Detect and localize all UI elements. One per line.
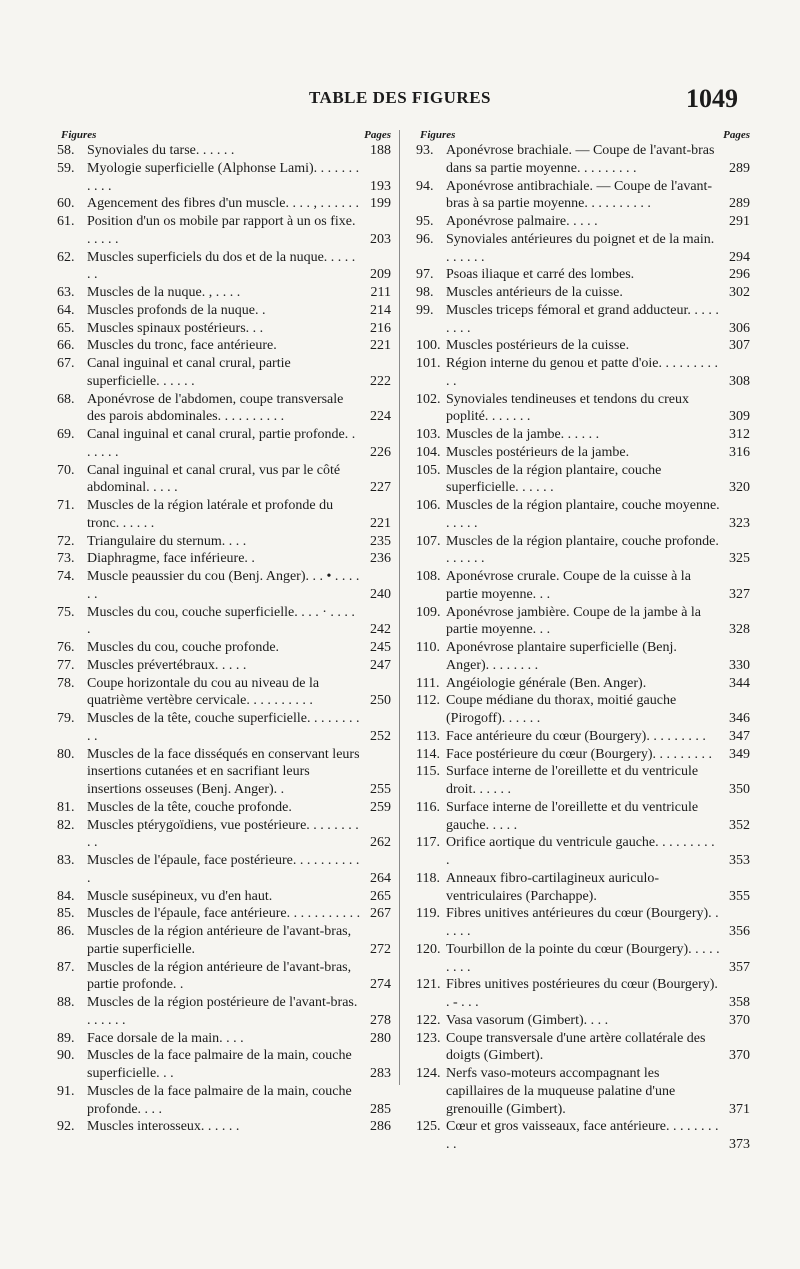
figure-number: 65.	[57, 320, 75, 336]
figure-page: 221	[370, 515, 391, 531]
figure-caption: Muscles de la face palmaire de la main, couche superficielle. . .	[87, 1048, 352, 1081]
figure-caption: Muscles spinaux postérieurs. . .	[87, 320, 264, 336]
figure-page: 356	[729, 924, 750, 939]
figure-page: 193	[370, 178, 391, 194]
figure-caption: Aponévrose plantaire superficielle (Benj. Anger). . . . . . . .	[446, 640, 677, 673]
figure-caption: Muscle susépineux, vu d'en haut.	[87, 888, 273, 904]
figure-entry	[416, 1012, 750, 1030]
figure-page: 214	[370, 302, 391, 318]
figure-page: 308	[729, 373, 750, 389]
figure-entry	[57, 710, 391, 746]
figure-caption: Agencement des fibres d'un muscle. . . . , . . . . . .	[87, 196, 359, 212]
figure-page: 278	[370, 1012, 391, 1028]
figure-number: 91.	[57, 1083, 75, 1099]
figure-caption: Orifice aortique du ventricule gauche. . . . . . . . . .	[446, 835, 715, 868]
figure-number: 121.	[416, 977, 441, 993]
figure-entry	[57, 888, 391, 906]
figure-number: 99.	[416, 302, 434, 318]
figure-page: 330	[729, 657, 750, 673]
figure-entry	[57, 426, 391, 462]
figure-number: 62.	[57, 249, 75, 265]
figure-entry	[57, 817, 391, 853]
figures-heading: Figures	[61, 129, 97, 141]
figure-caption: Face postérieure du cœur (Bourgery). . . . . . . . .	[446, 746, 713, 762]
figure-number: 95.	[416, 214, 434, 229]
figure-caption: Aponévrose de l'abdomen, coupe transversale des parois abdominales. . . . . . . . . .	[87, 391, 344, 425]
figure-page: 227	[370, 480, 391, 496]
figure-entry	[416, 746, 750, 764]
figure-caption: Muscles profonds de la nuque. .	[87, 302, 266, 318]
figure-entry	[57, 657, 391, 675]
figure-number: 122.	[416, 1012, 441, 1028]
figure-entry	[416, 266, 750, 284]
figure-number: 108.	[416, 569, 441, 584]
figure-entry	[57, 249, 391, 285]
figure-page: 353	[729, 853, 750, 868]
figure-caption: Coupe transversale d'une artère collatérale des doigts (Gimbert).	[446, 1030, 706, 1064]
figure-caption: Muscles de l'épaule, face postérieure. . . . . . . . . . .	[87, 853, 360, 886]
column-right	[416, 128, 750, 1154]
figure-page: 245	[370, 640, 391, 655]
figure-entry	[57, 852, 391, 888]
figure-page: 265	[370, 888, 391, 904]
figure-caption: Aponévrose jambière. Coupe de la jambe à la partie moyenne. . .	[446, 604, 702, 638]
figure-page: 199	[370, 196, 391, 212]
figure-number: 81.	[57, 799, 75, 815]
figure-caption: Muscle peaussier du cou (Benj. Anger). . . • . . . . . .	[87, 569, 360, 602]
figure-entry	[416, 568, 750, 604]
figure-page: 291	[729, 214, 750, 229]
figure-page: 346	[729, 711, 750, 726]
figure-entry	[416, 834, 750, 870]
figure-caption: Muscles de la région plantaire, couche superficielle. . . . . .	[446, 462, 662, 496]
figure-number: 68.	[57, 391, 75, 407]
figure-entry	[57, 320, 391, 338]
figure-page: 327	[729, 586, 750, 602]
figure-number: 92.	[57, 1119, 75, 1135]
figure-caption: Muscles de la région postérieure de l'avant-bras. . . . . . .	[87, 995, 358, 1028]
figure-entry	[416, 1030, 750, 1066]
figure-entry	[57, 284, 391, 302]
figure-page: 309	[729, 409, 750, 425]
figure-page: 262	[370, 835, 391, 851]
figure-list	[57, 142, 391, 1136]
figure-entry	[416, 426, 750, 444]
figure-caption: Surface interne de l'oreillette et du ventricule droit. . . . . .	[446, 764, 699, 797]
figure-caption: Canal inguinal et canal crural, vus par le côté abdominal. . . . .	[87, 462, 341, 496]
figure-number: 98.	[416, 285, 434, 300]
figure-number: 75.	[57, 604, 75, 620]
figure-entry	[416, 728, 750, 746]
figure-entry	[57, 302, 391, 320]
figure-caption: Psoas iliaque et carré des lombes.	[446, 267, 635, 283]
figure-entry	[416, 976, 750, 1012]
figure-caption: Myologie superficielle (Alphonse Lami). . . . . . . . . . .	[87, 160, 360, 194]
figure-entry	[416, 391, 750, 427]
figure-entry	[416, 675, 750, 693]
figure-entry	[57, 391, 391, 427]
figure-number: 76.	[57, 640, 75, 655]
figure-entry	[57, 905, 391, 923]
figure-number: 123.	[416, 1030, 441, 1046]
figure-number: 102.	[416, 391, 441, 407]
figure-entry	[416, 639, 750, 675]
figures-heading: Figures	[420, 129, 456, 141]
figure-caption: Muscles antérieurs de la cuisse.	[446, 285, 623, 300]
figure-entry	[416, 213, 750, 231]
figure-entry	[416, 905, 750, 941]
figure-entry	[57, 462, 391, 498]
figure-page: 280	[370, 1030, 391, 1046]
figure-number: 110.	[416, 640, 440, 655]
figure-entry	[57, 213, 391, 249]
figure-entry	[57, 959, 391, 995]
figure-caption: Muscles de l'épaule, face antérieure. . . . . . . . . . .	[87, 906, 361, 922]
figure-caption: Muscles de la région plantaire, couche profonde. . . . . . .	[446, 533, 719, 567]
figure-number: 105.	[416, 462, 441, 478]
figure-page: 272	[370, 941, 391, 957]
figure-caption: Muscles de la face palmaire de la main, couche profonde. . . .	[87, 1083, 352, 1117]
figure-caption: Triangulaire du sternum. . . .	[87, 533, 247, 549]
figure-page: 188	[370, 143, 391, 158]
figure-number: 79.	[57, 711, 75, 726]
figure-caption: Aponévrose brachiale. — Coupe de l'avant-bras dans sa partie moyenne. . . . . . . . .	[446, 143, 715, 176]
figure-caption: Diaphragme, face inférieure. .	[87, 551, 255, 567]
figure-entry	[57, 568, 391, 604]
figure-page: 203	[370, 231, 391, 247]
figure-page: 267	[370, 906, 391, 922]
figure-caption: Position d'un os mobile par rapport à un os fixe. . . . . .	[87, 214, 356, 247]
figure-page: 294	[729, 249, 750, 265]
figure-page: 221	[370, 338, 391, 354]
pages-heading: Pages	[364, 129, 391, 141]
figure-entry	[57, 355, 391, 391]
figure-page: 286	[370, 1119, 391, 1135]
figure-page: 226	[370, 444, 391, 460]
figure-page: 355	[729, 888, 750, 904]
figure-number: 124.	[416, 1066, 441, 1081]
figure-number: 106.	[416, 498, 441, 513]
figure-caption: Angéiologie générale (Ben. Anger).	[446, 675, 647, 691]
figure-page: 373	[729, 1137, 750, 1152]
figure-page: 264	[370, 870, 391, 886]
figure-number: 113.	[416, 728, 440, 744]
figure-number: 69.	[57, 427, 75, 442]
figure-caption: Surface interne de l'oreillette et du ventricule gauche. . . . .	[446, 799, 699, 833]
figure-page: 371	[729, 1101, 750, 1117]
figure-caption: Synoviales du tarse. . . . . .	[87, 143, 235, 158]
figure-page: 323	[729, 515, 750, 531]
figure-entry	[57, 142, 391, 160]
figure-page: 312	[729, 427, 750, 442]
figure-number: 125.	[416, 1119, 441, 1135]
figure-number: 86.	[57, 924, 75, 939]
figure-entry	[416, 941, 750, 977]
figure-page: 349	[729, 746, 750, 762]
figure-entry	[416, 533, 750, 569]
figure-page: 274	[370, 977, 391, 993]
figure-entry	[57, 497, 391, 533]
figure-page: 247	[370, 657, 391, 673]
figure-number: 119.	[416, 906, 440, 922]
figure-caption: Cœur et gros vaisseaux, face antérieure. . . . . . . . . .	[446, 1119, 719, 1152]
figure-page: 222	[370, 373, 391, 389]
figure-page: 320	[729, 480, 750, 496]
figure-entry	[57, 1047, 391, 1083]
figure-caption: Muscles superficiels du dos et de la nuque. . . . . . .	[87, 249, 356, 283]
figure-caption: Muscles triceps fémoral et grand adducteur. . . . . . . . .	[446, 302, 719, 336]
figure-entry	[416, 799, 750, 835]
figure-number: 97.	[416, 267, 434, 283]
page-number: 1049	[686, 84, 738, 113]
figure-page: 347	[729, 728, 750, 744]
figure-entry	[416, 337, 750, 355]
figure-entry	[57, 994, 391, 1030]
figure-caption: Muscles du cou, couche profonde.	[87, 640, 280, 655]
figure-number: 117.	[416, 835, 440, 851]
figure-number: 61.	[57, 214, 75, 229]
figure-page: 240	[370, 586, 391, 602]
figure-caption: Muscles de la tête, couche profonde.	[87, 799, 292, 815]
figure-page: 252	[370, 728, 391, 744]
figure-entry	[416, 604, 750, 640]
figure-caption: Muscles prévertébraux. . . . .	[87, 657, 247, 673]
figure-number: 103.	[416, 427, 441, 442]
figure-entry	[57, 746, 391, 799]
figure-caption: Muscles du cou, couche superficielle. . . . · . . . . .	[87, 604, 355, 638]
figure-page: 250	[370, 693, 391, 709]
figure-number: 118.	[416, 870, 440, 886]
figure-page: 259	[370, 799, 391, 815]
figure-number: 78.	[57, 675, 75, 691]
figure-caption: Synoviales tendineuses et tendons du creux poplité. . . . . . .	[446, 391, 690, 425]
figure-entry	[57, 195, 391, 213]
figure-number: 82.	[57, 817, 75, 833]
figure-entry	[416, 284, 750, 302]
figure-page: 325	[729, 551, 750, 567]
figure-number: 77.	[57, 657, 75, 673]
pages-heading: Pages	[723, 129, 750, 141]
figure-number: 111.	[416, 675, 440, 691]
figure-page: 224	[370, 409, 391, 425]
figure-caption: Muscles du tronc, face antérieure.	[87, 338, 277, 354]
figure-entry	[416, 355, 750, 391]
figure-caption: Aponévrose crurale. Coupe de la cuisse à la partie moyenne. . .	[446, 569, 691, 602]
figure-number: 114.	[416, 746, 440, 762]
figure-page: 307	[729, 338, 750, 354]
figure-entry	[416, 870, 750, 906]
figure-page: 352	[729, 817, 750, 833]
figure-number: 72.	[57, 533, 75, 549]
figure-caption: Vasa vasorum (Gimbert). . . .	[446, 1012, 609, 1028]
figure-caption: Tourbillon de la pointe du cœur (Bourgery). . . . . . . . .	[446, 941, 720, 975]
figure-caption: Coupe médiane du thorax, moitié gauche (Pirogoff). . . . . .	[446, 693, 677, 726]
figure-entry	[57, 337, 391, 355]
figure-page: 235	[370, 533, 391, 549]
figure-caption: Muscles de la tête, couche superficielle. . . . . . . . . .	[87, 711, 360, 744]
figure-caption: Coupe horizontale du cou au niveau de la quatrième vertèbre cervicale. . . . . . . . . .	[87, 675, 320, 709]
figure-caption: Canal inguinal et canal crural, partie profonde. . . . . . .	[87, 427, 356, 460]
figure-number: 84.	[57, 888, 75, 904]
figure-entry	[416, 231, 750, 267]
figure-entry	[416, 1065, 750, 1118]
figure-number: 85.	[57, 906, 75, 922]
figure-entry	[57, 550, 391, 568]
figure-number: 70.	[57, 462, 75, 478]
figure-page: 344	[729, 675, 750, 691]
figure-caption: Muscles de la région antérieure de l'avant-bras, partie profonde. .	[87, 959, 352, 993]
figure-page: 370	[729, 1012, 750, 1028]
figure-number: 63.	[57, 285, 75, 300]
figure-number: 120.	[416, 941, 441, 957]
figure-entry	[57, 675, 391, 711]
figure-entry	[57, 1118, 391, 1136]
figure-caption: Muscles de la région plantaire, couche moyenne. . . . . .	[446, 498, 720, 531]
figure-number: 58.	[57, 143, 75, 158]
figure-entry	[57, 160, 391, 196]
figure-page: 370	[729, 1048, 750, 1064]
figure-caption: Nerfs vaso-moteurs accompagnant les capillaires de la muqueuse palatine d'une grenouille (Gimbert).	[446, 1066, 676, 1117]
figure-page: 316	[729, 444, 750, 460]
figure-entry	[416, 302, 750, 338]
figure-page: 357	[729, 959, 750, 975]
figure-number: 83.	[57, 853, 75, 868]
figure-page: 211	[370, 285, 391, 300]
figure-caption: Région interne du genou et patte d'oie. . . . . . . . . . .	[446, 356, 718, 389]
figure-caption: Face antérieure du cœur (Bourgery). . . . . . . . .	[446, 728, 706, 744]
figure-entry	[57, 639, 391, 657]
figure-caption: Muscles de la région latérale et profonde du tronc. . . . . .	[87, 498, 334, 531]
figure-caption: Aponévrose palmaire. . . . .	[446, 214, 598, 229]
figure-entry	[57, 1030, 391, 1048]
figure-entry	[57, 799, 391, 817]
figure-number: 71.	[57, 498, 75, 513]
figure-number: 87.	[57, 959, 75, 975]
figure-page: 328	[729, 622, 750, 638]
column-header	[416, 128, 750, 142]
figure-entry	[416, 1118, 750, 1154]
figure-page: 296	[729, 267, 750, 283]
figure-entry	[57, 1083, 391, 1119]
figure-page: 289	[729, 160, 750, 176]
figure-caption: Muscles interosseux. . . . . .	[87, 1119, 240, 1135]
column-left	[57, 128, 391, 1136]
figure-entry	[416, 178, 750, 214]
figure-page: 350	[729, 782, 750, 797]
figure-caption: Aponévrose antibrachiale. — Coupe de l'avant-bras à sa partie moyenne. . . . . . . . . .	[446, 178, 713, 212]
figure-number: 64.	[57, 302, 75, 318]
figure-number: 96.	[416, 231, 434, 247]
figure-list	[416, 142, 750, 1154]
figure-entry	[416, 497, 750, 533]
figure-page: 236	[370, 551, 391, 567]
figure-caption: Muscles postérieurs de la jambe.	[446, 444, 630, 460]
figure-caption: Muscles postérieurs de la cuisse.	[446, 338, 630, 354]
figure-page: 285	[370, 1101, 391, 1117]
figure-page: 209	[370, 267, 391, 283]
figure-caption: Anneaux fibro-cartilagineux auriculo-ventriculaires (Parchappe).	[446, 870, 660, 904]
figure-caption: Fibres unitives antérieures du cœur (Bourgery). . . . . .	[446, 906, 719, 939]
figure-number: 109.	[416, 604, 441, 620]
figure-number: 66.	[57, 338, 75, 354]
figure-entry	[416, 142, 750, 178]
figure-caption: Muscles de la région antérieure de l'avant-bras, partie superficielle.	[87, 924, 352, 957]
figure-number: 104.	[416, 444, 441, 460]
figure-number: 115.	[416, 764, 440, 780]
figure-caption: Face dorsale de la main. . . .	[87, 1030, 244, 1046]
figure-caption: Muscles de la face disséqués en conservant leurs insertions cutanées et en sacrifiant leurs insertions osseuses (Benj. Anger). .	[87, 746, 360, 797]
figure-number: 90.	[57, 1048, 75, 1064]
figure-caption: Canal inguinal et canal crural, partie superficielle. . . . . .	[87, 356, 291, 389]
page-title: TABLE DES FIGURES	[308, 88, 491, 107]
figure-entry	[416, 462, 750, 498]
figure-number: 116.	[416, 799, 440, 815]
figure-caption: Fibres unitives postérieures du cœur (Bourgery). . - . . .	[446, 977, 718, 1010]
figure-entry	[57, 923, 391, 959]
column-divider	[399, 130, 400, 1085]
figure-number: 74.	[57, 569, 75, 584]
figure-page: 242	[370, 622, 391, 638]
figure-page: 302	[729, 285, 750, 300]
figure-entry	[416, 444, 750, 462]
column-header	[57, 128, 391, 142]
figure-number: 101.	[416, 356, 441, 371]
figure-page: 306	[729, 320, 750, 336]
figure-number: 60.	[57, 196, 75, 212]
figure-number: 100.	[416, 338, 441, 354]
figure-number: 80.	[57, 746, 75, 762]
figure-page: 289	[729, 196, 750, 212]
figure-number: 59.	[57, 160, 75, 176]
figure-number: 89.	[57, 1030, 75, 1046]
figure-number: 73.	[57, 551, 75, 567]
figure-caption: Muscles de la jambe. . . . . .	[446, 427, 600, 442]
figure-entry	[416, 692, 750, 728]
figure-number: 112.	[416, 693, 440, 709]
figure-entry	[57, 604, 391, 640]
figure-number: 93.	[416, 143, 434, 158]
figure-page: 283	[370, 1066, 391, 1081]
figure-caption: Synoviales antérieures du poignet et de la main. . . . . . .	[446, 231, 715, 265]
figure-number: 88.	[57, 995, 75, 1010]
figure-caption: Muscles de la nuque. , . . . .	[87, 285, 241, 300]
figure-number: 67.	[57, 356, 75, 371]
figure-entry	[416, 763, 750, 799]
figure-page: 255	[370, 782, 391, 797]
figure-number: 107.	[416, 533, 441, 549]
figure-page: 358	[729, 995, 750, 1010]
figure-entry	[57, 533, 391, 551]
figure-number: 94.	[416, 178, 434, 194]
figure-caption: Muscles ptérygoïdiens, vue postérieure. . . . . . . . . .	[87, 817, 359, 851]
figure-page: 216	[370, 320, 391, 336]
